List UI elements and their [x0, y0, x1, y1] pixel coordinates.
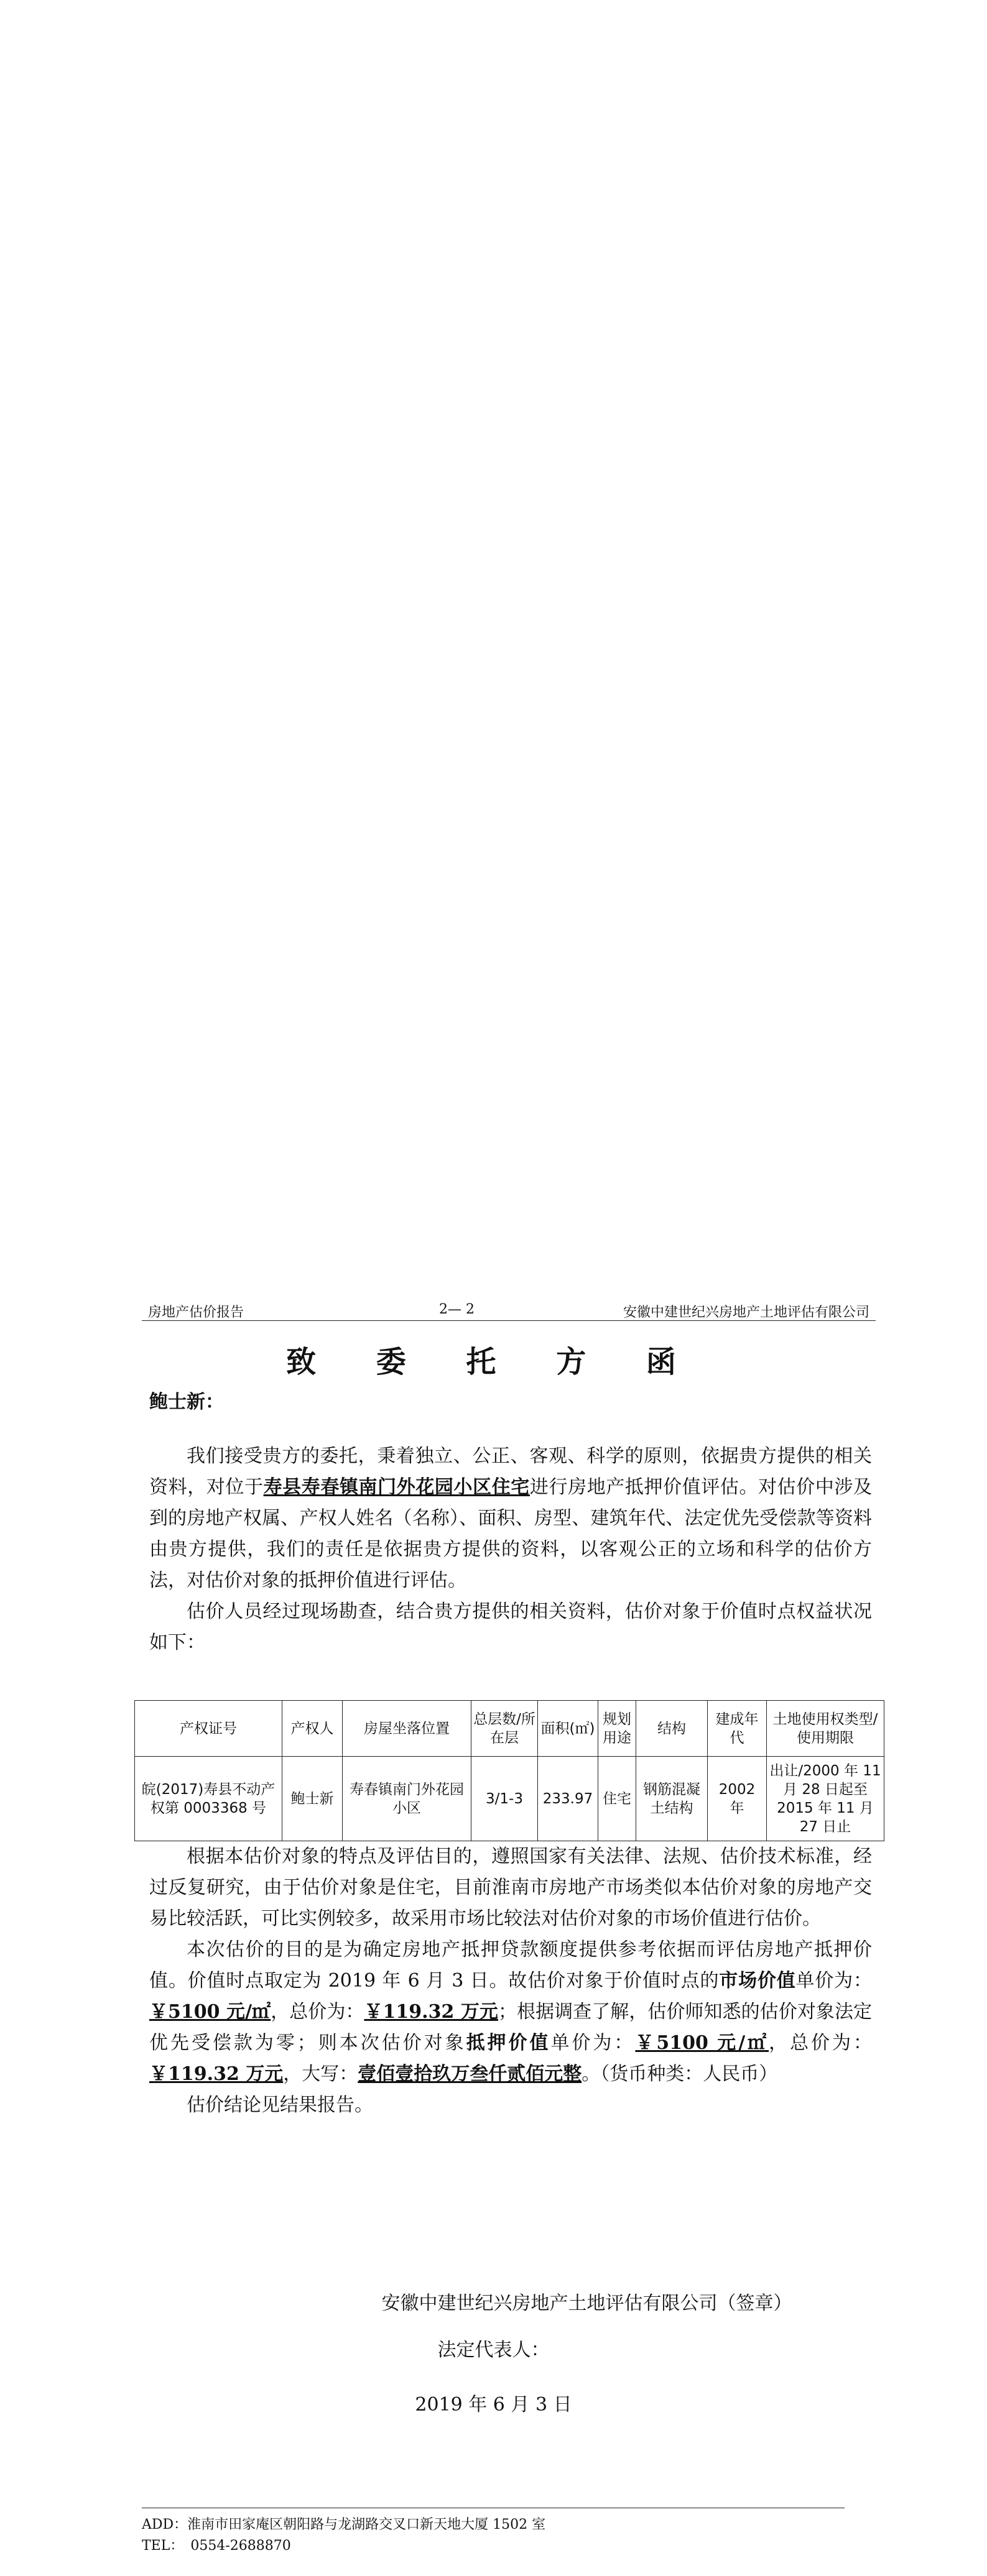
mortgage-value-label: 抵押价值	[466, 2032, 551, 2054]
table-header-cell: 土地使用权类型/使用期限	[767, 1701, 884, 1757]
page-footer	[142, 2508, 876, 2557]
mortgage-total-price: ￥119.32 万元	[149, 2063, 284, 2085]
signature-company: 安徽中建世纪兴房地产土地评估有限公司（签章）	[381, 2293, 792, 2314]
letter-title: 致 委 托 方 函	[286, 1345, 701, 1379]
letter-body-top	[149, 1441, 872, 1658]
table-header-cell: 面积(㎡)	[538, 1701, 598, 1757]
letter-body-bottom	[149, 1841, 872, 2121]
table-header-cell: 建成年代	[708, 1701, 767, 1757]
table-cell: 2002 年	[708, 1757, 767, 1841]
market-unit-price: ￥5100 元/㎡	[149, 2001, 271, 2023]
footer-address: ADD：淮南市田家庵区朝阳路与龙湖路交叉口新天地大厦 1502 室	[142, 2517, 546, 2532]
mortgage-unit-price: ￥5100 元/㎡	[635, 2032, 769, 2054]
table-header-cell: 房屋坐落位置	[343, 1701, 471, 1757]
table-header-cell: 总层数/所在层	[471, 1701, 538, 1757]
table-cell: 住宅	[598, 1757, 636, 1841]
paragraph-5: 估价结论见结果报告。	[187, 2094, 373, 2116]
table-cell: 寿春镇南门外花园小区	[343, 1757, 471, 1841]
table-cell: 233.97	[538, 1757, 598, 1841]
header-report-name: 房地产估价报告	[148, 1305, 244, 1320]
property-location: 寿县寿春镇南门外花园小区住宅	[263, 1476, 530, 1498]
table-header-cell: 规划用途	[598, 1701, 636, 1757]
paragraph-4: 本次估价的目的是为确定房地产抵押贷款额度提供参考依据而评估房地产抵押价值。价值时点取定为 2019 年 6 月 3 日。故估价对象于价值时点的市场价值单价为：￥5100 元/㎡，总价为：￥119.32 万元；根据调查了解，估价师知悉的估价对象法定优先受偿款为零；则本次估价对象抵押价值单价为：￥5100 元/㎡，总价为：￥119.32 万元，大写：壹佰壹拾玖万叁仟贰佰元整。（货币种类：人民币）	[149, 1939, 873, 2085]
letter-addressee: 鲍士新：	[149, 1391, 224, 1413]
total-in-words: 壹佰壹拾玖万叁仟贰佰元整	[358, 2063, 582, 2085]
table-header-cell: 结构	[636, 1701, 708, 1757]
table-cell: 鲍士新	[282, 1757, 343, 1841]
market-value-label: 市场价值	[719, 1970, 796, 1992]
footer-tel: TEL： 0554-2688870	[142, 2538, 291, 2554]
page-header	[142, 1299, 876, 1321]
paragraph-3: 根据本估价对象的特点及评估目的，遵照国家有关法律、法规、估价技术标准，经过反复研究，由于估价对象是住宅，目前淮南市房地产市场类似本估价对象的房地产交易比较活跃，可比实例较多，故采用市场比较法对估价对象的市场价值进行估价。	[149, 1846, 872, 1930]
signature-representative: 法定代表人：	[437, 2339, 550, 2361]
market-total-price: ￥119.32 万元	[364, 2001, 498, 2023]
table-row	[135, 1757, 884, 1841]
header-page-number: 2— 2	[439, 1302, 475, 1317]
paragraph-2: 估价人员经过现场勘查，结合贵方提供的相关资料，估价对象于价值时点权益状况如下：	[149, 1601, 872, 1654]
paragraph-1: 我们接受贵方的委托，秉着独立、公正、客观、科学的原则，依据贵方提供的相关资料，对位于寿县寿春镇南门外花园小区住宅进行房地产抵押价值评估。对估价中涉及到的房地产权属、产权人姓名（名称）、面积、房型、建筑年代、法定优先受偿款等资料由贵方提供，我们的责任是依据贵方提供的资料，以客观公正的立场和科学的估价方法，对估价对象的抵押价值进行评估。	[149, 1445, 873, 1591]
property-table	[134, 1700, 884, 1841]
table-header-row	[135, 1701, 884, 1757]
header-company-name: 安徽中建世纪兴房地产土地评估有限公司	[623, 1305, 869, 1320]
table-header-cell: 产权人	[282, 1701, 343, 1757]
table-cell: 3/1-3	[471, 1757, 538, 1841]
table-cell: 钢筋混凝土结构	[636, 1757, 708, 1841]
table-cell: 皖(2017)寿县不动产权第 0003368 号	[135, 1757, 282, 1841]
table-cell: 出让/2000 年 11 月 28 日起至 2015 年 11 月 27 日止	[767, 1757, 884, 1841]
signature-date: 2019 年 6 月 3 日	[415, 2394, 572, 2416]
table-header-cell: 产权证号	[135, 1701, 282, 1757]
